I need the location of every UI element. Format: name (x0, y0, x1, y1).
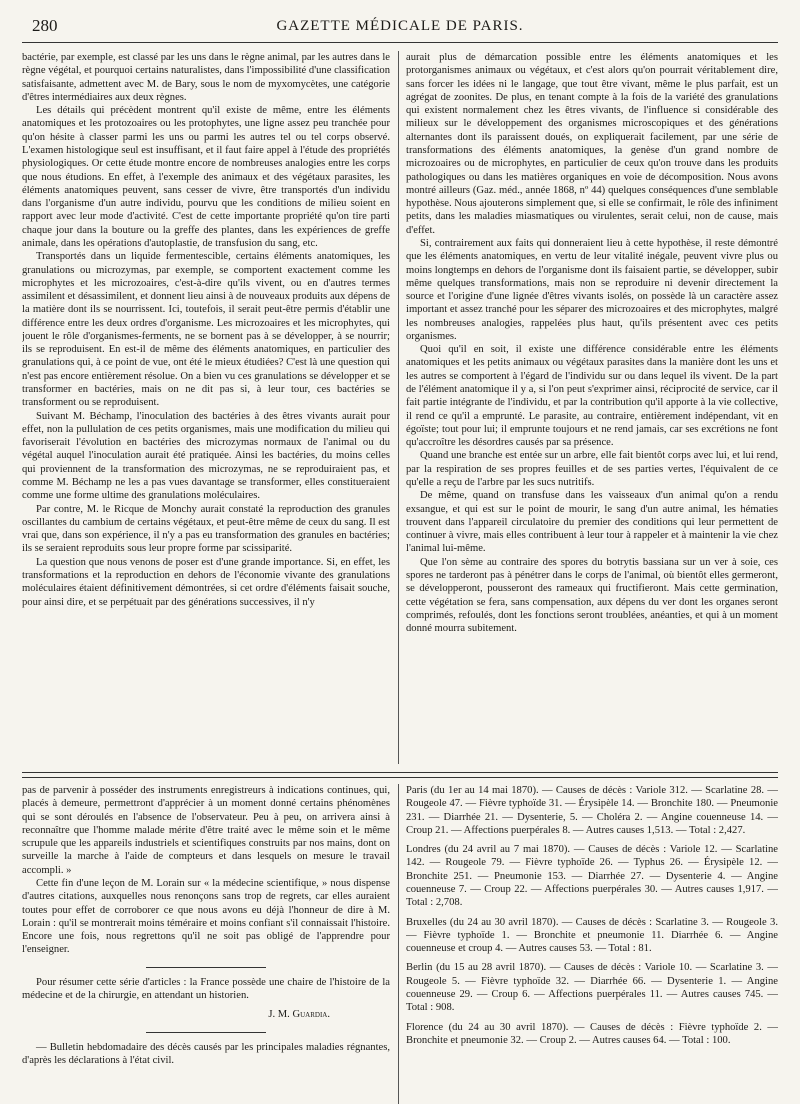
paragraph: Transportés dans un liquide fermentescible, certains éléments anatomiques, les granulations ou microzymas, par exemple, se comportent exactement comme les microphytes et les microzoaires, c'est-à-dire qu'ils vivent, ou en d'autres termes assimilent et désassimilent, et donnent lieu ainsi à de nouveaux produits aux dépens de la matière dont ils se nourrissent. Ici, toutefois, il serait peut-être permis d'établir une différence entre les deux ordres d'organisme. Les microzoaires et les microphytes, qui jouent le rôle d'organismes-ferments, ne se bornent pas à se développer, à se nourrir; ils se reproduisent. En est-il de même des éléments anatomiques, en particulier des granulations qui, à ce point de vue, ont été le mieux étudiées? C'est là une question qui n'est pas encore entièrement résolue. On a bien vu ces granulations se développer et se transformer en bactéries, mais on ne dit pas si, à leur tour, ces bactéries se transforment ou se reproduisent. (22, 251, 390, 409)
paragraph: Pour résumer cette série d'articles : la France possède une chaire de l'histoire de la médecine et de la chirurgie, en attendant un historien. (22, 976, 390, 1001)
page-header (22, 14, 778, 43)
paragraph: Par contre, M. le Ricque de Monchy aurait constaté la reproduction des granules oscillantes du cambium de certains végétaux, et peut-être même de ceux du sang. Il est vrai que, dans son expérience, il n'y a pas eu transformation des granules en bactéries; ils se seraient reproduits sous leur propre forme par scissiparité. (22, 503, 390, 555)
lower-left-column (22, 784, 390, 1104)
paragraph: Si, contrairement aux faits qui donneraient lieu à cette hypothèse, il reste démontré que les éléments anatomiques, en vertu de leur vitalité inégale, peuvent vivre plus ou moins longtemps en dehors de l'organisme dont ils faisaient partie, se développer, subir même quelques transformations, mais non se reproduire ni devenir directement la source et l'origine d'une lignée d'êtres vivants isolés, on possède là un caractère assez important et assez tranché pour les séparer des microzoaires et des microphytes, malgré les nombreuses analogies, rappelées plus haut, qu'ils présentent avec ces petits organismes. (406, 237, 778, 342)
paragraph: bactérie, par exemple, est classé par les uns dans le règne animal, par les autres dans le règne végétal, et pourquoi certains naturalistes, dans l'impossibilité d'une classification satisfaisante, admettent avec M. de Bary, sous le nom de myxomycètes, une catégorie d'êtres intermédiaires aux deux règnes. (22, 52, 390, 103)
paragraph: aurait plus de démarcation possible entre les éléments anatomiques et les protorganismes animaux ou végétaux, et c'est alors qu'on pourrait véritablement dire, sans forcer les idées ni le langage, que tout être vivant, même le plus parfait, est un agrégat de zoonites. De plus, en tenant compte à la fois de la variété des granulations qui existent normalement chez les êtres vivants, de l'influence si considérable des milieux sur le développement des organismes microscopiques et des générations alternantes dont ils paraissent doués, on expliquerait facilement, par une série de transformations des éléments anatomiques, la genèse d'un grand nombre de microzoaires ou de microphytes, en particulier de ceux qu'on trouve dans les produits pathologiques ou dans les matières organiques en voie de décomposition. Nous avons montré ailleurs (Gaz. méd., année 1868, nº 44) quelques conséquences d'une semblable hypothèse. Nous ajouterons simplement que, si elle se confirmait, le rôle des infiniment petits, dans les maladies miasmatiques ou virulentes, serait celui, non de cause, mais d'effet. (406, 52, 778, 236)
column-divider (398, 784, 399, 1104)
mortality-entry-bruxelles: Bruxelles (du 24 au 30 avril 1870). — Causes de décès : Scarlatine 3. — Rougeole 3. — Fièvre typhoïde 1. — Bronchite et pneumonie 11. Diarrhée 6. — Angine couenneuse et croup 4. — Autres causes 53. — Total : 81. (406, 916, 778, 955)
paragraph: Que l'on sème au contraire des spores du botrytis bassiana sur un ver à soie, ces spores ne tarderont pas à pénétrer dans le corps de l'animal, où bientôt elles germeront, se développeront, pousseront des rameaux qui fructifieront. Mais cette germination, cette végétation se fera, sans compensation, aux dépens du ver dont les organes seront comprimés, refoulés, dont les fonctions seront troublées, anéanties, et qui à un moment donné mourra subitement. (406, 556, 778, 635)
author-signature: J. M. Guardia. (268, 1009, 330, 1021)
lower-right-column (406, 784, 778, 1104)
mortality-entry-florence: Florence (du 24 au 30 avril 1870). — Causes de décès : Fièvre typhoïde 2. — Bronchite et pneumonie 32. — Croup 2. — Autres causes 64. — Total : 100. (406, 1021, 778, 1046)
bulletin-heading: — Bulletin hebdomadaire des décès causés par les principales maladies régnantes, d'après les déclarations à l'état civil. (22, 1041, 390, 1066)
section-divider (22, 772, 778, 778)
paragraph: La question que nous venons de poser est d'une grande importance. Si, en effet, les transformations et la reproduction en dehors de l'économie vivante des granulations moléculaires étaient définitivement démontrées, si cet ordre d'éléments faisait souche, pour ainsi dire, et se perpétuait par des générations successives, il n'y (22, 556, 390, 608)
publication-title: GAZETTE MÉDICALE DE PARIS. (276, 18, 524, 34)
paragraph: Quand une branche est entée sur un arbre, elle fait bientôt corps avec lui, et lui rend, par la respiration de ses propres feuilles et de ses parties vertes, l'équivalent de ce qu'elle a reçu de l'arbre par les sucs nutritifs. (406, 450, 778, 488)
mortality-entry-londres: Londres (du 24 avril au 7 mai 1870). — Causes de décès : Variole 12. — Scarlatine 142. — Rougeole 79. — Fièvre typhoïde 26. — Typhus 26. — Érysipèle 12. — Bronchite 251. — Pneumonie 153. — Diarrhée 27. — Dysenterie 4. — Angine couenneuse 7. — Croup 22. — Affections puerpérales 30. — Autres causes 1,917. — Total : 2,708. (406, 844, 778, 909)
short-divider (146, 1032, 266, 1033)
page-number: 280 (32, 16, 58, 35)
column-divider (398, 51, 399, 764)
paragraph: De même, quand on transfuse dans les vaisseaux d'un animal qu'on a rendu exsangue, et qui est sur le point de mourir, le sang d'un autre animal, les hématies trouvent dans l'appareil circulatoire du premier des conditions qui leur permettent de continuer à vivre, mais elles contribuent à leur tour à rappeler et à maintenir la vie chez l'animal lui-même. (406, 490, 778, 555)
paragraph: pas de parvenir à posséder des instruments enregistreurs à indications continues, qui, placés à demeure, permettront d'apprécier à un moment donné certains phénomènes qui se sont déroulés en l'absence de l'observateur. Peu à peu, on arrivera ainsi à reconnaître que l'homme malade mérite d'être traité avec le même soin et le même scrupule que les appareils industriels et scientifiques construits par nos mains, dont on surveille la marche à l'aide de compteurs et dans lesquels on mesure le travail accompli. » (22, 785, 390, 876)
paragraph: Cette fin d'une leçon de M. Lorain sur « la médecine scientifique, » nous dispense d'autres citations, auxquelles nous renonçons sans trop de regrets, car elles auraient toutes pour effet de corroborer ce que nous avons eu déjà l'honneur de dire à M. Lorain : qu'il se montrerait moins téméraire et moins confiant s'il connaissait l'histoire. Encore une fois, nous regrettons qu'il ne soit pas obligé de l'apprendre pour l'enseigner. (22, 877, 390, 956)
mortality-entry-berlin: Berlin (du 15 au 28 avril 1870). — Causes de décès : Variole 10. — Scarlatine 3. — Rougeole 5. — Fièvre typhoïde 32. — Diarrhée 66. — Dysenterie 1. — Angine couenneuse 29. — Croup 6. — Affections puerpérales 11. — Autres causes 745. — Total : 908. (406, 962, 778, 1014)
paragraph: Quoi qu'il en soit, il existe une différence considérable entre les éléments anatomiques et les petits animaux ou végétaux parasites dans la manière dont les uns et les autres se comportent à l'égard de l'individu sur ou dans lequel ils vivent. De la part de l'élément anatomique il y a, si l'on peut s'exprimer ainsi, réciprocité de service, car il fait partie intégrante de l'individu, et par la contribution qu'il apporte à la vie collective, il rend ce qu'il a emprunté. Le parasite, au contraire, entièrement indépendant, vit en égoïste; tout pour lui; il emprunte toujours et ne rend jamais, car ses excrétions ne font qu'accroître les désordres causés par sa présence. (406, 344, 778, 449)
mortality-entry-paris: Paris (du 1er au 14 mai 1870). — Causes de décès : Variole 312. — Scarlatine 28. — Rougeole 47. — Fièvre typhoïde 31. — Érysipèle 14. — Bronchite 180. — Pneumonie 231. — Diarrhée 21. — Dysenterie, 5. — Choléra 2. — Angine couenneuse 14. — Croup 21. — Affections puerpérales 8. — Autres causes 1,513. — Total : 2,427. (406, 785, 778, 836)
article-body (22, 51, 778, 764)
short-divider (146, 967, 266, 968)
paragraph: Les détails qui précèdent montrent qu'il existe de même, entre les éléments anatomiques et les protozoaires ou les protophytes, une ligne assez peu tranchée pour qu'on hésite à classer parmi les uns ou parmi les autres tel ou tel corps observé. L'examen histologique seul est insuffisant, et il faut faire appel à l'étude des propriétés physiologiques. Or cette étude montre encore de nombreuses analogies entre les corps que nous étudions. En effet, à l'exemple des animaux et des végétaux parasites, les éléments anatomiques peuvent, sans cesser de vivre, être transportés d'un individu dans l'organisme d'un autre individu, pourvu que les conditions de milieu soient en rapport avec leur mode d'activité. C'est de cette importante propriété qu'on tire parti chaque jour dans la bouture ou la greffe des plantes, dans les expériences de greffe animale, dans les opérations d'autoplastie, de transfusion du sang, etc. (22, 105, 390, 249)
upper-right-column (406, 51, 778, 764)
lower-section (22, 784, 778, 1104)
upper-left-column (22, 51, 390, 764)
paragraph: Suivant M. Béchamp, l'inoculation des bactéries à des êtres vivants aurait pour effet, non la pullulation de ces petits organismes, mais une modification du milieu qui favoriserait l'évolution en bactéries des microzymas normaux de l'animal ou du végétal auquel l'inoculation aurait été pratiquée. Ainsi les bactéries, du moins celles qui proviennent de la transformation des microzymas, ne se reproduiraient pas, et comme M. Béchamp ne les a pas vues davantage se transformer, elles constitueraient comme une forme ultime des granulations moléculaires. (22, 410, 390, 502)
